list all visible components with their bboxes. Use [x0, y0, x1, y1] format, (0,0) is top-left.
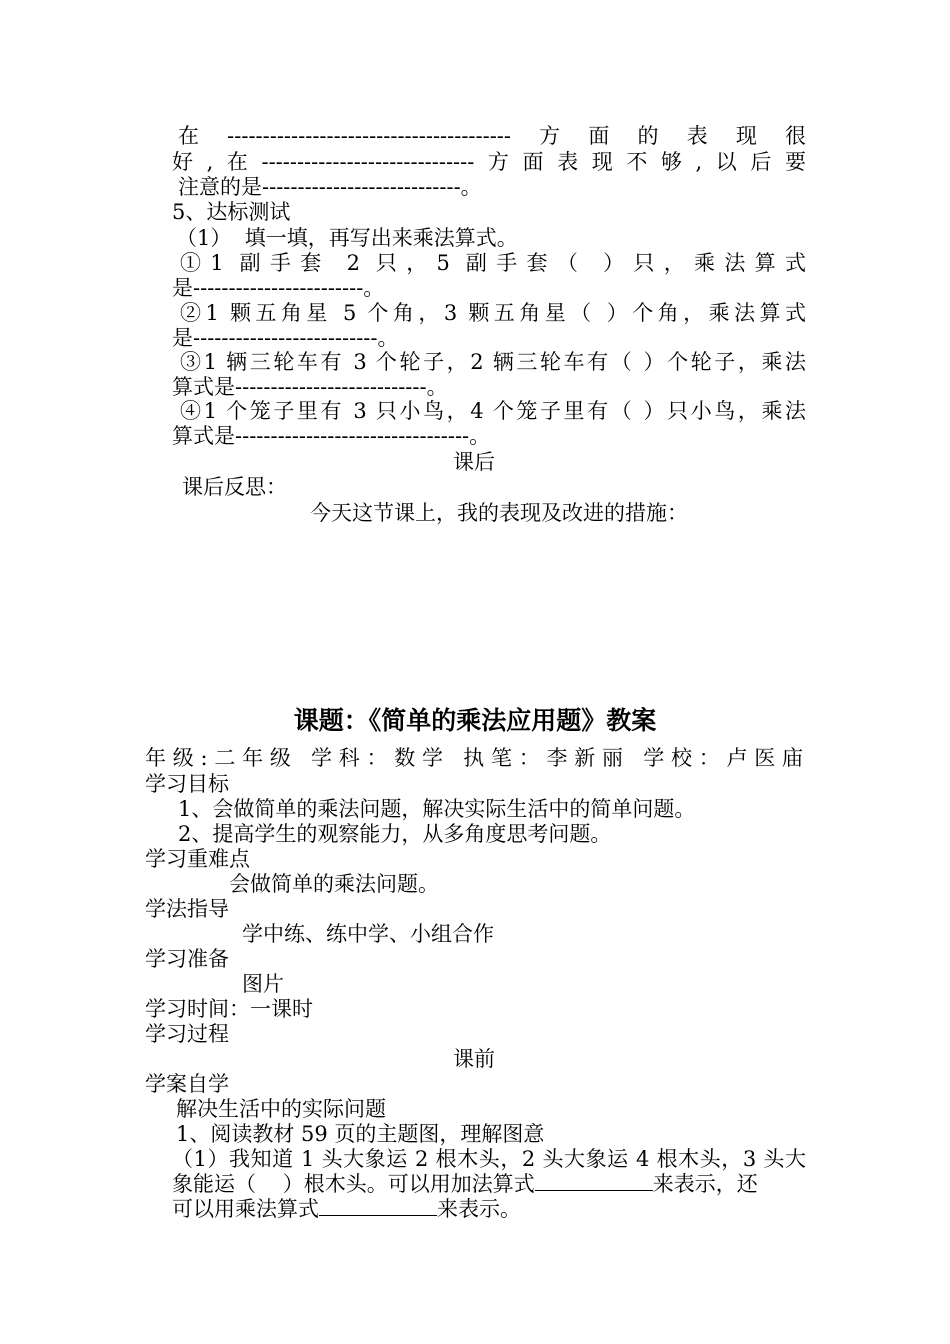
item-1-line-2: 是------------------------。: [172, 276, 385, 300]
before-class-heading: 课前: [453, 1047, 495, 1071]
goal-1: 1、会做简单的乘法问题，解决实际生活中的简单问题。: [178, 797, 696, 821]
question-1-prompt: （1） 填一填，再写出来乘法算式。: [176, 226, 518, 250]
problem-1-line-3-suffix: 来表示。: [437, 1197, 521, 1221]
preparation-1: 图片: [242, 972, 284, 996]
item-3-line-1: ③1 辆三轮车有 3 个轮子，2 辆三轮车有（ ）个轮子，乘法: [180, 350, 806, 374]
preparation-heading: 学习准备: [145, 947, 229, 971]
problem-1-line-2-text: 象能运（ ）根木头。可以用加法算式: [172, 1172, 535, 1196]
item-3-line-2: 算式是---------------------------。: [172, 375, 448, 399]
item-1-line-1: ①1 副手套 2 只，5 副手套（ ）只，乘法算式: [180, 251, 806, 275]
key-point-1: 会做简单的乘法问题。: [229, 872, 439, 896]
problem-1-line-2: [172, 1172, 758, 1196]
reflection-line-2: 好,在------------------------------方面表现不够,以后要: [172, 150, 806, 174]
problem-1-line-1: （1）我知道 1 头大象运 2 根木头，2 头大象运 4 根木头，3 头大: [172, 1147, 806, 1171]
section-heading-test: 5、达标测试: [172, 200, 291, 224]
reflection-prompt: 今天这节课上，我的表现及改进的措施：: [310, 501, 688, 525]
problem-1-line-3-text: 可以用乘法算式: [172, 1197, 319, 1221]
item-4-line-1: ④1 个笼子里有 3 只小鸟，4 个笼子里有（ ）只小鸟，乘法: [180, 399, 806, 423]
item-2-line-1: ②1 颗五角星 5 个角，3 颗五角星（ ）个角，乘法算式: [180, 301, 806, 325]
study-time: 学习时间：一课时: [145, 997, 313, 1021]
lesson-title: 课题：《简单的乘法应用题》教案: [293, 706, 657, 735]
self-study-topic: 解决生活中的实际问题: [176, 1097, 386, 1121]
item-2-line-2: 是--------------------------。: [172, 326, 399, 350]
process-heading: 学习过程: [145, 1022, 229, 1046]
lesson-meta: 年级:二年级 学科：数学 执笔：李新丽 学校：卢医庙: [145, 746, 803, 770]
reading-task: 1、阅读教材 59 页的主题图，理解图意: [176, 1122, 545, 1146]
reflection-line-1: 在----------------------------------------方面的表现很: [178, 124, 806, 148]
method-1: 学中练、练中学、小组合作: [242, 922, 494, 946]
goals-heading: 学习目标: [145, 772, 229, 796]
goal-2: 2、提高学生的观察能力，从多角度思考问题。: [178, 822, 612, 846]
reflection-label: 课后反思：: [182, 475, 287, 499]
item-4-line-2: 算式是---------------------------------。: [172, 424, 491, 448]
method-heading: 学法指导: [145, 897, 229, 921]
reflection-line-3: 注意的是----------------------------。: [178, 175, 482, 199]
problem-1-line-3: [172, 1197, 521, 1221]
after-class-heading: 课后: [453, 450, 495, 474]
key-points-heading: 学习重难点: [145, 847, 250, 871]
self-study-heading: 学案自学: [145, 1072, 229, 1096]
multiplication-answer-blank[interactable]: [319, 1197, 437, 1216]
addition-answer-blank[interactable]: [535, 1172, 653, 1191]
problem-1-line-2-suffix: 来表示，还: [652, 1172, 758, 1196]
